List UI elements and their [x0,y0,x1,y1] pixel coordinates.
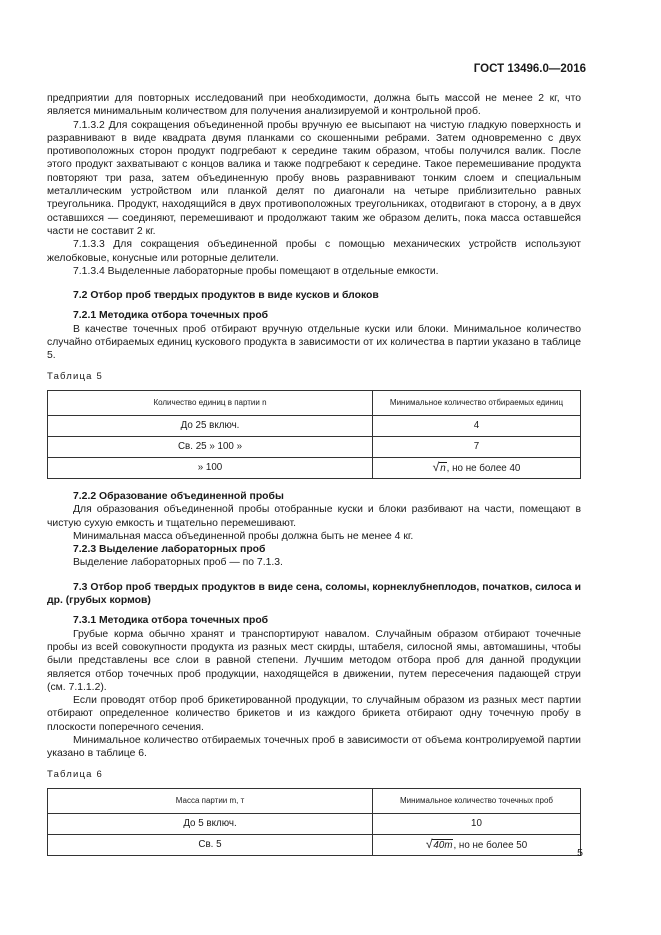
radical-sign-icon: √ [432,459,440,474]
page-content [47,92,581,856]
table-row [48,457,581,478]
table-5 [47,390,581,479]
table-cell: » 100 [48,457,373,478]
table-cell: 7 [373,436,581,457]
formula-suffix: , но не более 40 [446,462,521,474]
table-header-row [48,788,581,813]
table-row [48,813,581,834]
table-header-cell: Минимальное количество точечных проб [373,788,581,813]
radical-sign-icon: √ [425,836,433,851]
table-cell: Св. 25 » 100 » [48,436,373,457]
paragraph: Минимальная масса объединенной пробы должна быть не менее 4 кг. [73,530,414,542]
paragraph: 7.1.3.4 Выделенные лабораторные пробы помещают в отдельные емкости. [73,265,439,277]
paragraph: Грубые корма обычно хранят и транспортируют навалом. Случайным образом отбирают точечные пробы из всей совокупности продукта из разных мест скирды, штабеля, силосной ямы, автомашины, чтобы были представлены все слои в равной степени. Лучшим методом отбора проб для данной продукции является отбор точечных проб продукции, находящейся в движении, путем пересечения падающей струи (см. 7.1.1.2). [47,628,581,693]
table-header-cell: Масса партии m, т [48,788,373,813]
radicand: n [440,462,446,474]
table-cell [373,834,581,855]
page-number: 5 [577,847,583,859]
table-caption: Таблица 5 [47,370,103,382]
table-row [48,436,581,457]
table-row [48,834,581,855]
paragraph: предприятии для повторных исследований при необходимости, должна быть массой не менее 2 кг, что является минимальным количеством для получения анализируемой и контрольной проб. [47,93,581,118]
table-header-cell: Количество единиц в партии n [48,390,373,415]
paragraph: 7.1.3.3 Для сокращения объединенной пробы с помощью механических устройств используют желобковые, конусные или роторные делители. [47,239,581,264]
square-root-formula [426,838,454,852]
table-6 [47,788,581,856]
paragraph: В качестве точечных проб отбирают вручную отдельные куски или блоки. Минимальное количество случайно отбираемых единиц кускового продукта в зависимости от их количества в партии указано в таблице 5. [47,323,581,362]
paragraph: 7.1.3.2 Для сокращения объединенной пробы вручную ее высыпают на чистую гладкую поверхность и разравнивают в виде квадрата двумя планками со скошенными ребрами. Затем одновременно с двух противоположных сторон продукт подгребают к середине таким образом, чтобы получился валик. После этого продукт захватывают с концов валика и также подгребают к середине. Такое перемешивание продукта повторяют три раза, затем объединенную пробу вновь разравнивают тонким слоем и специальным металлическим устройством или планкой делят по диагонали на четыре приблизительно равных треугольника. Продукт, находящийся в двух противоположных треугольниках, отодвигают в сторону, а в двух оставшихся — соединяют, перемешивают и продолжают таким же образом делить, пока масса оставшейся части не составит 2 кг. [47,119,581,237]
table-cell: До 5 включ. [48,813,373,834]
table-cell: 4 [373,415,581,436]
radicand: 40m [433,839,453,851]
formula-suffix: , но не более 50 [453,839,528,851]
paragraph: Минимальное количество отбираемых точечных проб в зависимости от объема контролируемой партии указано в таблице 6. [47,734,581,760]
table-caption: Таблица 6 [47,768,103,780]
table-row [48,415,581,436]
table-cell [373,457,581,478]
table-header-cell: Минимальное количество отбираемых единиц [373,390,581,415]
paragraph: Выделение лабораторных проб — по 7.1.3. [73,557,283,569]
section-heading: 7.3 Отбор проб твердых продуктов в виде сена, соломы, корнеклубнеплодов, початков, силоса и др. (грубых кормов) [47,581,581,607]
subsection-heading: 7.2.1 Методика отбора точечных проб [73,310,269,322]
table-cell: 10 [373,813,581,834]
paragraph: Для образования объединенной пробы отобранные куски и блоки разбивают на части, помещают в чистую сухую емкость и тщательно перемешивают. [47,504,581,529]
subsection-heading: 7.2.3 Выделение лабораторных проб [73,544,266,556]
square-root-formula [433,461,447,475]
section-heading: 7.2 Отбор проб твердых продуктов в виде кусков и блоков [73,290,379,302]
table-cell: Св. 5 [48,834,373,855]
table-header-row [48,390,581,415]
paragraph: Если проводят отбор проб брикетированной продукции, то случайным образом из разных мест партии отбирают определенное количество брикетов и из каждого брикета отбирают одну точечную пробу в плоскости поперечного сечения. [47,695,581,733]
subsection-heading: 7.3.1 Методика отбора точечных проб [73,615,269,627]
standard-designation: ГОСТ 13496.0—2016 [473,63,586,75]
subsection-heading: 7.2.2 Образование объединенной пробы [73,490,284,502]
table-cell: До 25 включ. [48,415,373,436]
